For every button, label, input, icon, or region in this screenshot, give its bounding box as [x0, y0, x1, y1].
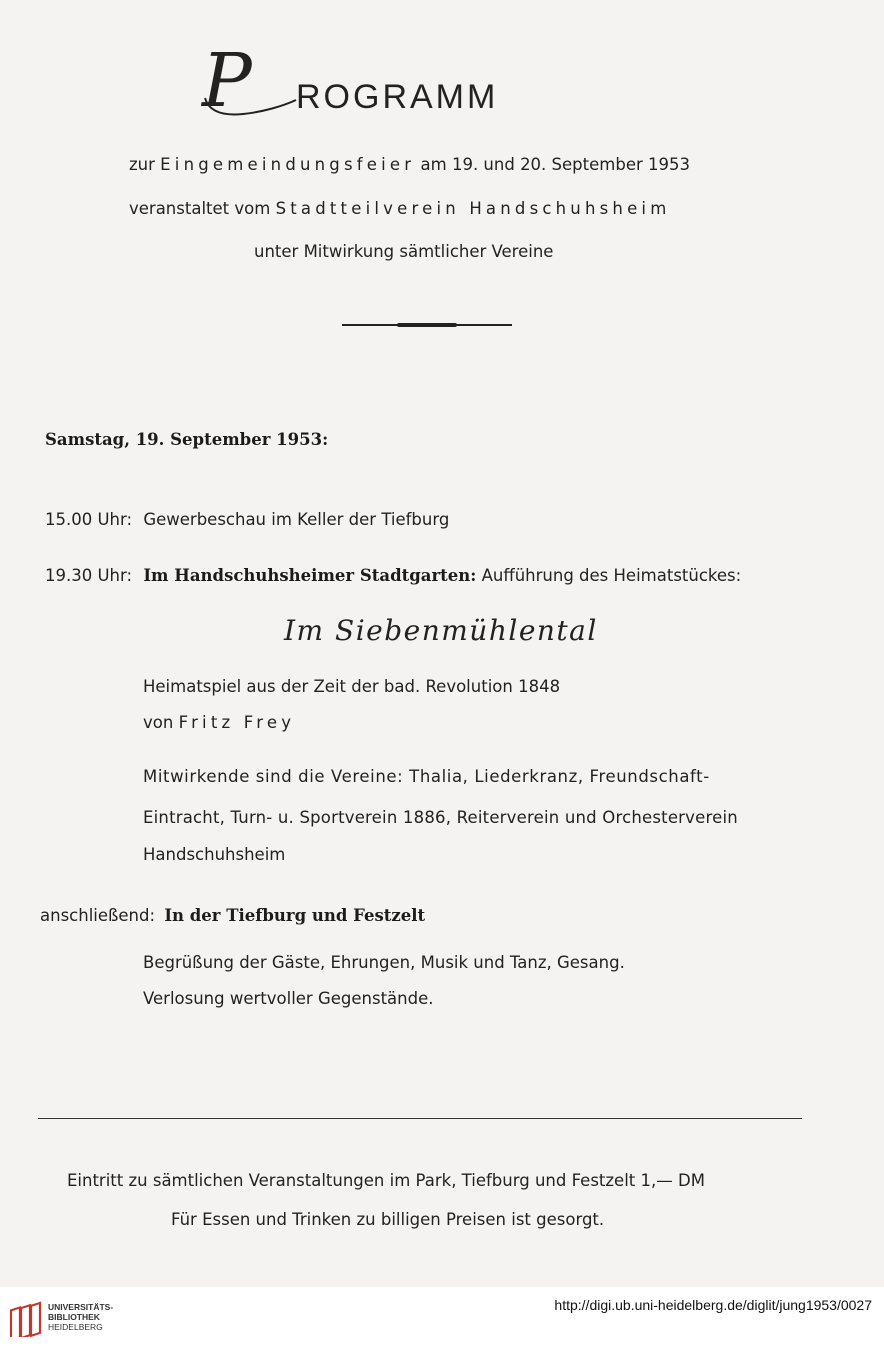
library-name-line: UNIVERSITÄTS- — [48, 1302, 114, 1312]
page-title: ROGRAMM — [296, 78, 499, 116]
library-logo-icon[interactable] — [9, 1295, 45, 1337]
participants-line-3: Handschuhsheim — [143, 845, 286, 864]
day-heading: Samstag, 19. September 1953: — [45, 430, 329, 449]
event-text: Aufführung des Heimatstückes: — [481, 566, 742, 585]
title-initial: P — [202, 38, 252, 124]
subtitle-organizer: Stadtteilverein Handschuhsheim — [275, 199, 671, 218]
subtitle-line-1 — [129, 155, 690, 174]
subtitle-line-3: unter Mitwirkung sämtlicher Vereine — [254, 242, 554, 261]
afterwards-row — [40, 906, 425, 925]
afterwards-line-1: Begrüßung der Gäste, Ehrungen, Musik und Tanz, Gesang. — [143, 953, 625, 972]
divider-long — [38, 1118, 802, 1119]
title-swash-ornament — [203, 92, 298, 118]
subtitle-line-2 — [129, 199, 670, 218]
subtitle-event: Eingemeindungsfeier — [160, 155, 416, 174]
event-time: 15.00 Uhr: — [45, 510, 133, 529]
participants-line-2: Eintracht, Turn- u. Sportverein 1886, Reiterverein und Orchesterverein — [143, 808, 738, 827]
afterwards-line-2: Verlosung wertvoller Gegenstände. — [143, 989, 434, 1008]
event-time: 19.30 Uhr: — [45, 566, 133, 585]
subtitle-organizer-prefix: veranstaltet vom — [129, 199, 271, 218]
subtitle-dates: am 19. und 20. September 1953 — [420, 155, 690, 174]
event-row-2 — [45, 566, 741, 585]
participants-line-1: Mitwirkende sind die Vereine: Thalia, Liederkranz, Freundschaft- — [143, 767, 710, 786]
afterwards-location: In der Tiefburg und Festzelt — [164, 906, 426, 925]
afterwards-label: anschließend: — [40, 906, 156, 925]
library-name — [48, 1302, 113, 1332]
subtitle-prefix: zur — [129, 155, 155, 174]
event-location: Im Handschuhsheimer Stadtgarten: — [143, 566, 477, 585]
catering-note: Für Essen und Trinken zu billigen Preisen ist gesorgt. — [171, 1210, 605, 1229]
play-author-line — [143, 713, 295, 732]
play-author: Fritz Frey — [178, 713, 296, 732]
play-description: Heimatspiel aus der Zeit der bad. Revolution 1848 — [143, 677, 561, 696]
divider-short — [342, 324, 512, 326]
event-row-1 — [45, 510, 449, 529]
source-url-link[interactable]: http://digi.ub.uni-heidelberg.de/diglit/jung1953/0027 — [554, 1297, 872, 1313]
library-name-line: BIBLIOTHEK — [48, 1312, 100, 1322]
admission-note: Eintritt zu sämtlichen Veranstaltungen im Park, Tiefburg und Festzelt 1,— DM — [67, 1171, 705, 1190]
play-title: Im Siebenmühlental — [284, 614, 598, 647]
author-prefix: von — [143, 713, 174, 732]
event-text: Gewerbeschau im Keller der Tiefburg — [143, 510, 450, 529]
library-name-line: HEIDELBERG — [48, 1322, 103, 1332]
